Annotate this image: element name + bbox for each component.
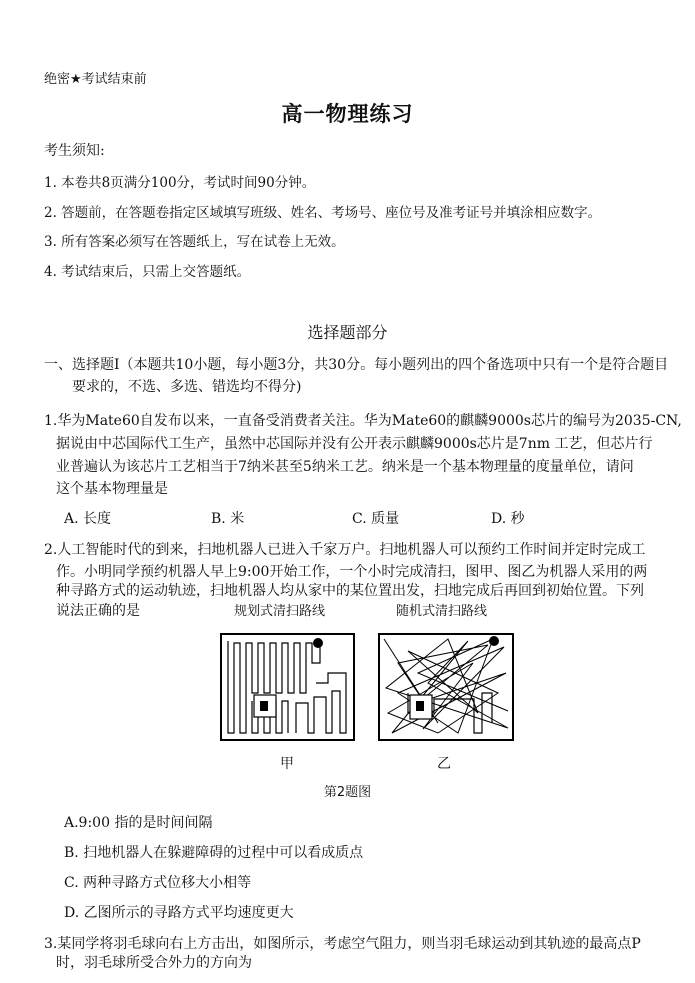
figure-right-title: 随机式清扫路线 — [396, 604, 488, 619]
question-2-line: 说法正确的是 — [56, 603, 140, 619]
figure-left-label: 甲 — [280, 756, 294, 772]
q1-option-b: B. 米 — [211, 511, 245, 527]
question-2-line: 2.人工智能时代的到来，扫地机器人已进入千家万户。扫地机器人可以预约工作时间并定时完成工 — [44, 542, 646, 558]
question-3-line: 3.某同学将羽毛球向右上方击出，如图所示，考虑空气阻力，则当羽毛球运动到其轨迹的最高点P — [44, 936, 641, 952]
q2-option-b: B. 扫地机器人在躲避障碍的过程中可以看成质点 — [64, 845, 364, 861]
question-1-line: 这个基本物理量是 — [56, 481, 168, 497]
figure-left-title: 规划式清扫路线 — [234, 604, 326, 619]
confidential-label: 绝密★考试结束前 — [44, 72, 147, 87]
notice-heading: 考生须知: — [44, 143, 105, 159]
random-path-figure — [378, 633, 514, 741]
question-1-line: 1.华为Mate60自发布以来，一直备受消费者关注。华为Mate60的麒麟9000s芯片的编号为2035-CN, — [44, 413, 682, 429]
page-title: 高一物理练习 — [281, 102, 414, 126]
planned-path-figure — [220, 633, 355, 741]
part-instructions: 一、选择题I（本题共10小题，每小题3分，共30分。每小题列出的四个备选项中只有一个是符合题目 — [44, 357, 669, 373]
notice-item: 4. 考试结束后，只需上交答题纸。 — [44, 264, 251, 280]
q1-option-d: D. 秒 — [491, 511, 525, 527]
question-3-line: 时，羽毛球所受合外力的方向为 — [56, 955, 252, 971]
question-1-line: 业普遍认为该芯片工艺相当于7纳米甚至5纳米工艺。纳米是一个基本物理量的度量单位，请问 — [56, 459, 634, 475]
part-instructions-cont: 要求的，不选、多选、错选均不得分) — [72, 379, 302, 395]
notice-item: 1. 本卷共8页满分100分，考试时间90分钟。 — [44, 175, 316, 191]
q2-option-a: A.9:00 指的是时间间隔 — [64, 815, 213, 831]
question-2-line: 种寻路方式的运动轨迹，扫地机器人均从家中的某位置出发，扫地完成后再回到初始位置。下列 — [56, 583, 644, 599]
question-2-line: 作。小明同学预约机器人早上9:00开始工作，一个小时完成清扫，图甲、图乙为机器人采用的两 — [56, 564, 648, 580]
section-title: 选择题部分 — [307, 323, 388, 342]
notice-item: 3. 所有答案必须写在答题纸上，写在试卷上无效。 — [44, 234, 345, 250]
figure-right-label: 乙 — [437, 756, 451, 772]
question-1-line: 据说由中芯国际代工生产，虽然中芯国际并没有公开表示麒麟9000s芯片是7nm 工艺，但芯片行 — [56, 436, 653, 452]
q1-option-a: A. 长度 — [64, 511, 112, 527]
figure-caption: 第2题图 — [323, 785, 372, 800]
q2-option-d: D. 乙图所示的寻路方式平均速度更大 — [64, 905, 294, 921]
q2-option-c: C. 两种寻路方式位移大小相等 — [64, 875, 252, 891]
q1-option-c: C. 质量 — [352, 511, 400, 527]
notice-item: 2. 答题前，在答题卷指定区域填写班级、姓名、考场号、座位号及准考证号并填涂相应数字。 — [44, 205, 602, 221]
